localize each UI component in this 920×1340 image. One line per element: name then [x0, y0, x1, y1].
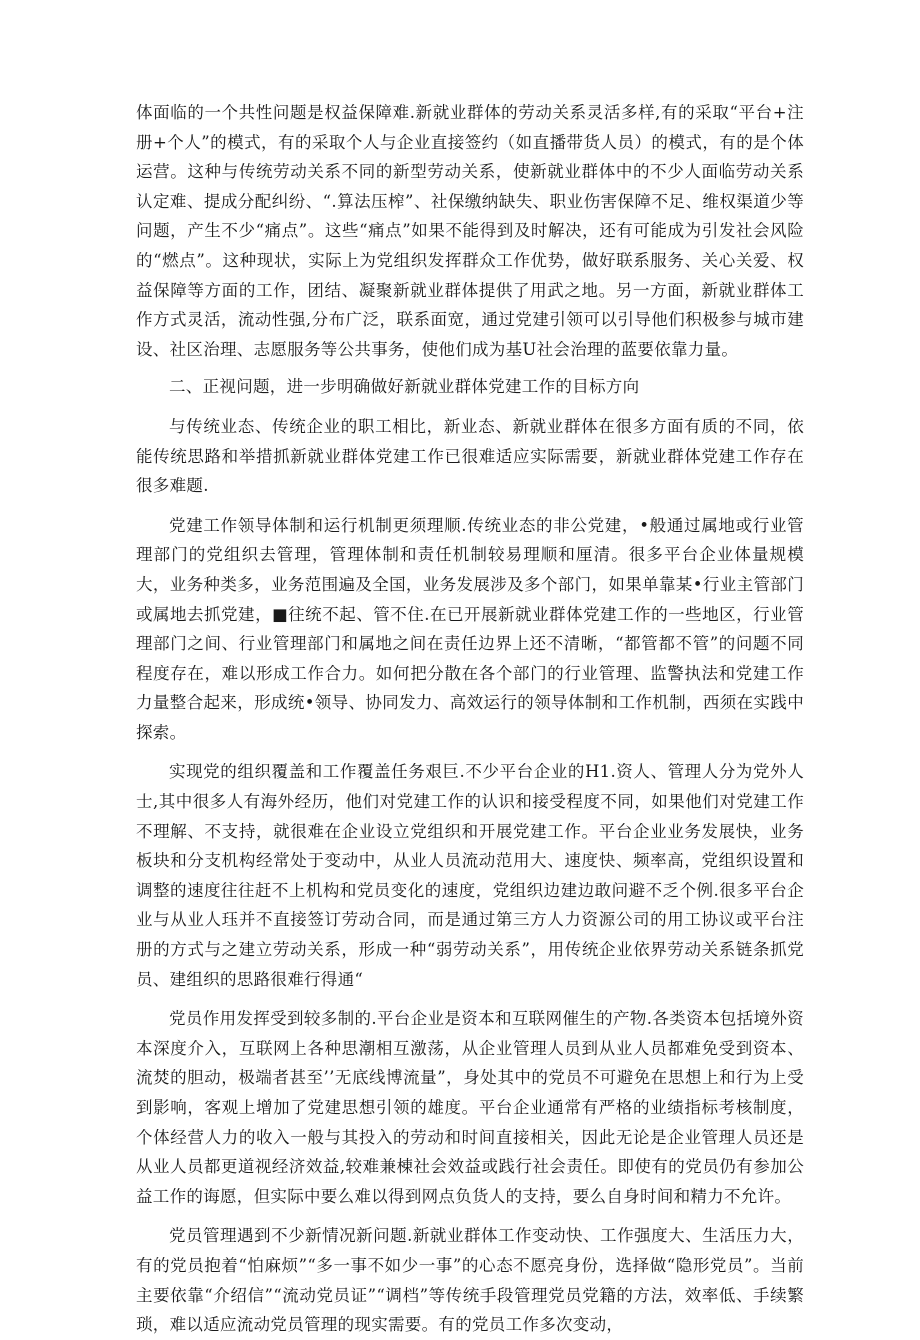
section-heading-2: 二、正视问题，进一步明确做好新就业群体党建工作的目标方向: [169, 377, 640, 397]
paragraph-member-management: 党员管理遇到不少新情况新问题.新就业群体工作变动快、工作强度大、生活压力大，有的党员抱着“怕麻烦”“多一事不如少一事”的心态不愿亮身份，选择做“隐形党员”。当前主要依靠“介绍信”“流动党员证”“调档”等传统手段管理党员党籍的方法，效率低、手续繁琐，难以适应流动党员管理的现实需要。有的党员工作多次变动，: [136, 1226, 804, 1335]
paragraph-rights-protection: 体面临的一个共性问题是权益保障难.新就业群体的劳动关系灵活多样,有的采取“平台+注册+个人”的模式，有的采取个人与企业直接签约（如直播带货人员）的模式，有的是个体运营。这种与传统劳动关系不同的新型劳动关系，使新就业群体中的不少人面临劳动关系认定难、提成分配纠纷、“.算法压榨”、社保缴纳缺失、职业伤害保障不足、维权渠道少等问题，产生不少“痛点”。这些“痛点”如果不能得到及时解决，还有可能成为引发社会风险的“燃点”。这种现状，实际上为党组织发挥群众工作优势，做好联系服务、关心关爱、权益保障等方面的工作，团结、凝聚新就业群体提供了用武之地。另一方面，新就业群体工作方式灵活，流动性强,分布广泛，联系面宽，通过党建引领可以引导他们积极参与城市建设、社区治理、志愿服务等公共事务，使他们成为基U社会治理的蓝要依靠力量。: [136, 103, 804, 359]
paragraph-member-role: 党员作用发挥受到较多制的.平台企业是资本和互联网催生的产物.各类资本包括境外资本深度介入，互联网上各种思潮相互激荡，从企业管理人员到从业人员都难免受到资本、流焚的胆动，极端者甚至’’无底线博流量”，身处其中的党员不可避免在思想上和行为上受到影响，客观上增加了党建思想引领的雄度。平台企业通常有严格的业绩指标考核制度，个体经营人力的收入一般与其投入的劳动和时间直接相关，因此无论是企业管理人员还是从业人员都更道视经济效益,较难兼棟社会效益或践行社会责任。即使有的党员仍有参加公益工作的诲愿，但实际中要么难以得到网点负货人的支持，要么自身时间和精力不允许。: [136, 1009, 804, 1206]
paragraph-intro-challenges: 与传统业态、传统企业的职工相比，新业态、新就业群体在很多方面有质的不同，依能传统思路和举措抓新就业群体党建工作已很难适应实际需要，新就业群体党建工作存在很多难题.: [136, 416, 804, 496]
paragraph-leadership-system: 党建工作领导体制和运行机制更须理顺.传统业态的非公党建，•般通过属地或行业管理部门的党组织去管理，管理体制和责任机制较易理顺和厘清。很多平台企业体量规模大，业务种类多，业务范围遍及全国，业务发展涉及多个部门，如果单靠某•行业主管部门或属地去抓党建，■往统不起、管不住.在已开展新就业群体党建工作的一些地区，行业管理部门之间、行业管理部门和属地之间在责任边界上还不清晰，“都管都不管”的问题不同程度存在，难以形成工作合力。如何把分散在各个部门的行业管理、监警执法和党建工作力量整合起来，形成统•领导、协同发力、高效运行的领导体制和工作机制，西须在实践中探索。: [136, 515, 804, 742]
paragraph-organization-coverage: 实现党的组织覆盖和工作覆盖任务艰巨.不少平台企业的H1.资人、管理人分为党外人士,其中很多人有海外经历，他们对党建工作的认识和接受程度不同，如果他们对党建工作不理解、不支持，就很难在企业设立党组织和开展党建工作。平台企业业务发展快，业务板块和分支机构经常处于变动中，从业人员流动范用大、速度快、频率高，党组织设置和调整的速度往往赶不上机构和党员变化的速度，党组织边建边敢问避不乏个例.很多平台企业与从业人珏并不直接签订劳动合同，而是通过第三方人力资源公司的用工协议或平台注册的方式与之建立劳动关系，形成一种“弱劳动关系”，用传统企业依界劳动关系链条抓党员、建组织的思路很难行得通“: [136, 762, 804, 989]
